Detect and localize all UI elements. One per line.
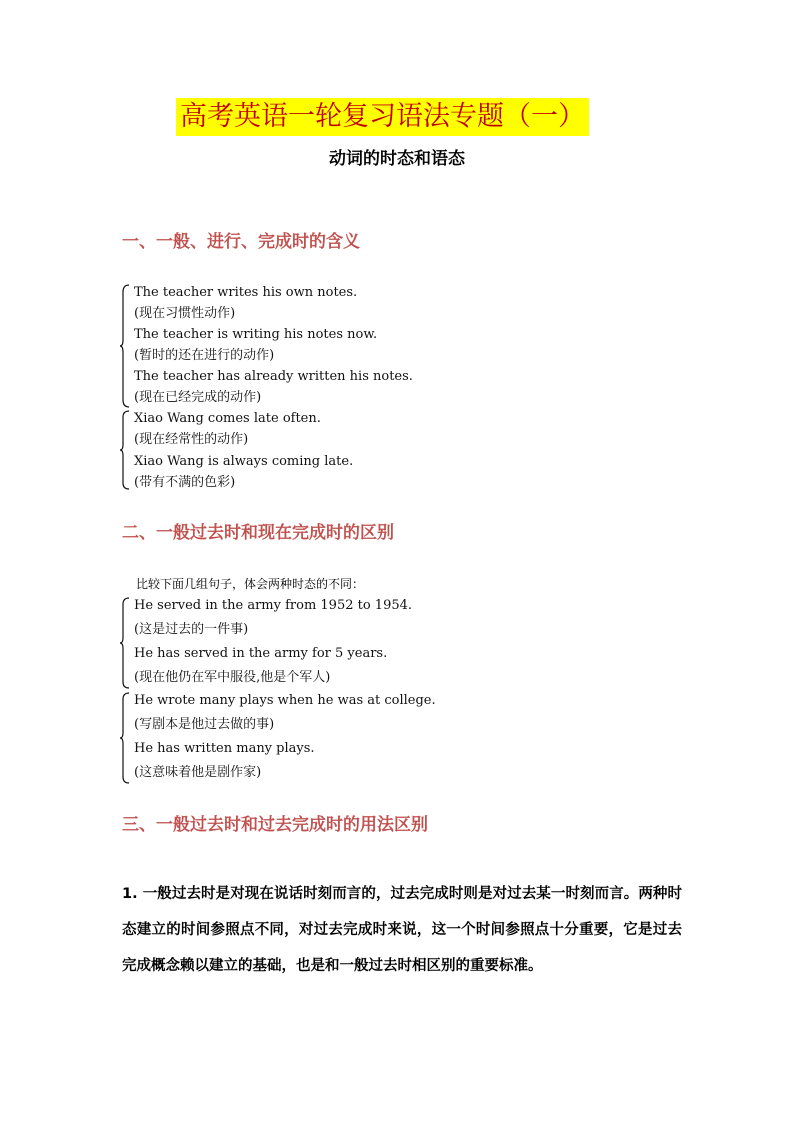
example-sentence: The teacher has already written his notes. <box>134 369 413 384</box>
example-note: (现在经常性的动作) <box>134 432 249 447</box>
example-sentence: Xiao Wang comes late often. <box>134 411 321 426</box>
example-sentence: The teacher writes his own notes. <box>134 285 358 300</box>
example-sentence: He wrote many plays when he was at college. <box>134 693 436 708</box>
example-sentence: He has served in the army for 5 years. <box>134 646 388 661</box>
brace-icon <box>120 410 130 490</box>
example-note: (现在习惯性动作) <box>134 306 236 321</box>
section-heading-2: 二、一般过去时和现在完成时的区别 <box>122 523 394 543</box>
paragraph-text: 一般过去时是对现在说话时刻而言的，过去完成时则是对过去某一时刻而言。两种时态建立的时间参照点不同，对过去完成时来说，这一个时间参照点十分重要，它是过去完成概念赖以建立的基础，也是和一般过去时相区别的重要标准。 <box>122 886 682 974</box>
page-title: 高考英语一轮复习语法专题（一） <box>176 98 589 136</box>
section-heading-1: 一、一般、进行、完成时的含义 <box>122 232 360 252</box>
brace-icon <box>120 284 130 408</box>
example-sentence: The teacher is writing his notes now. <box>134 327 378 342</box>
example-note: (带有不满的色彩) <box>134 475 236 490</box>
example-note: (现在已经完成的动作) <box>134 390 262 405</box>
example-note: (写剧本是他过去做的事) <box>134 717 275 732</box>
brace-icon <box>120 597 130 689</box>
example-sentence: Xiao Wang is always coming late. <box>134 454 354 469</box>
section-intro: 比较下面几组句子，体会两种时态的不同： <box>136 577 365 591</box>
example-sentence: He served in the army from 1952 to 1954. <box>134 598 413 613</box>
example-note: (现在他仍在军中服役,他是个军人) <box>134 670 331 685</box>
section-heading-3: 三、一般过去时和过去完成时的用法区别 <box>122 815 428 835</box>
example-sentence: He has written many plays. <box>134 741 315 756</box>
example-note: (这意味着他是剧作家) <box>134 765 262 780</box>
page-subtitle: 动词的时态和语态 <box>329 149 465 169</box>
paragraph-number: 1. <box>122 886 138 902</box>
example-note: (这是过去的一件事) <box>134 622 249 637</box>
brace-icon <box>120 692 130 784</box>
body-paragraph <box>122 876 682 984</box>
example-note: (暂时的还在进行的动作) <box>134 348 275 363</box>
